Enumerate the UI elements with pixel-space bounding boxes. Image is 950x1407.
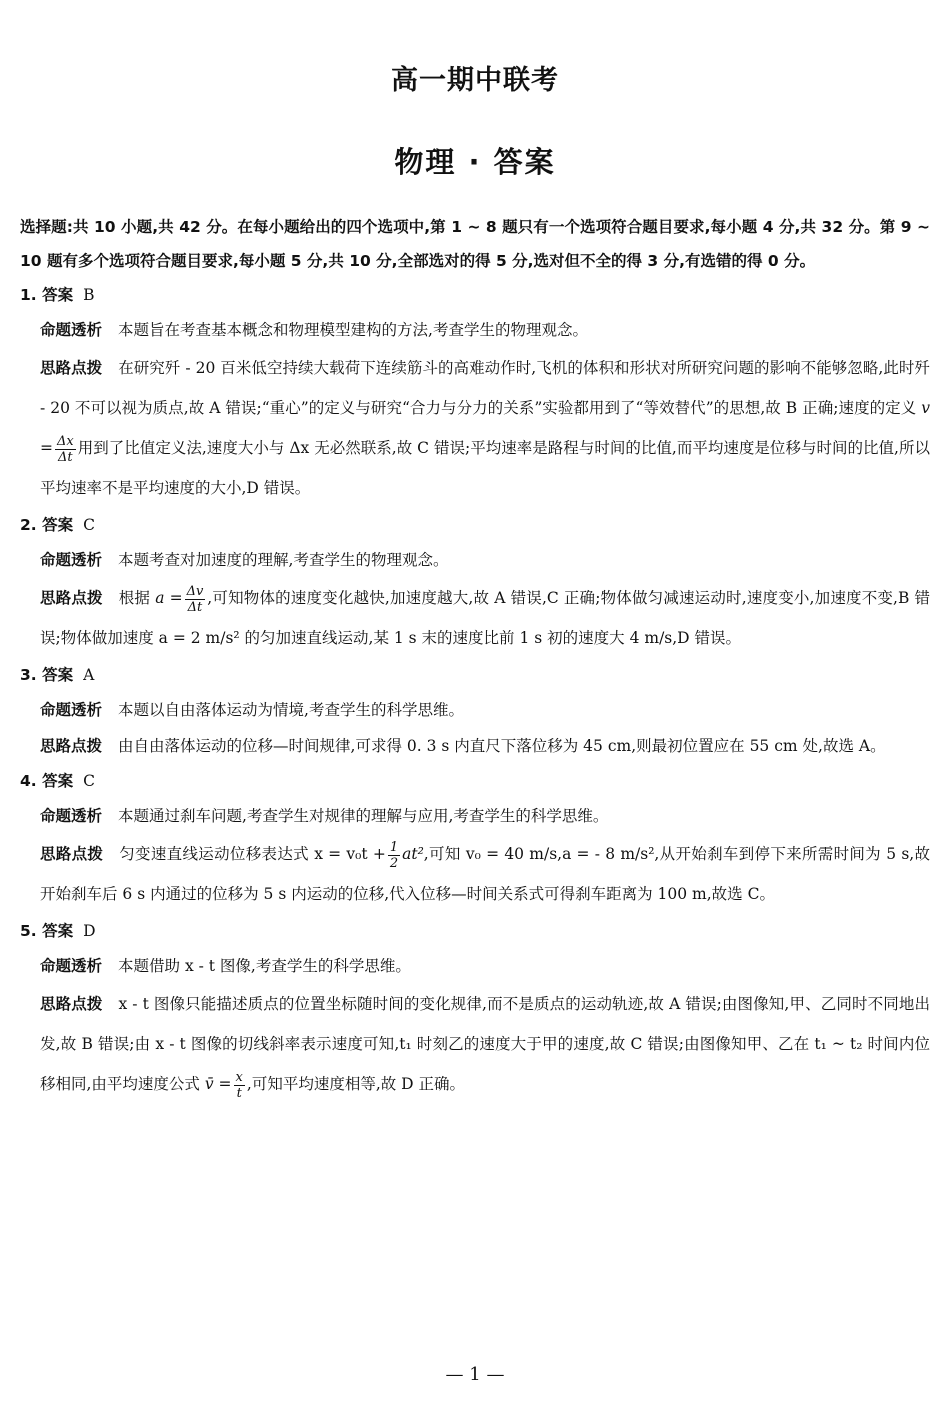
analysis-text: 本题旨在考查基本概念和物理模型建构的方法,考查学生的物理观念。 <box>118 321 588 339</box>
approach-paragraph <box>40 348 930 508</box>
question-5 <box>20 914 930 1104</box>
approach-label: 思路点拨 <box>40 995 103 1013</box>
analysis-label: 命题透析 <box>40 701 103 719</box>
exam-title: 高一期中联考 <box>391 65 559 96</box>
approach-text-cont: ,可知 v₀ = 40 m/s,a = - 8 m/s²,从开始刹车到停下来所需时间为 5 s,故开始刹车后 6 s 内通过的位移为 5 s 内运动的位移,代入位移—时间关系式可得刹车距离为 100 m,故选 C。 <box>40 845 931 903</box>
fraction-numerator: x <box>235 1069 243 1085</box>
answer-label: 2. 答案 <box>20 516 74 534</box>
fraction-denominator: 2 <box>389 855 399 871</box>
analysis-paragraph <box>40 692 930 728</box>
approach-text: 根据 <box>118 589 151 607</box>
content-body <box>20 210 930 1104</box>
analysis-text: 本题借助 x - t 图像,考查学生的科学思维。 <box>118 957 411 975</box>
fraction-denominator: Δt <box>58 449 73 465</box>
question-3 <box>20 658 930 764</box>
analysis-paragraph <box>40 312 930 348</box>
formula-lhs: v̄ = <box>204 1075 232 1093</box>
answer-label: 4. 答案 <box>20 772 74 790</box>
answer-value: D <box>83 922 96 940</box>
average-velocity-fraction <box>234 1070 245 1101</box>
approach-text-cont: 用到了比值定义法,速度大小与 Δx 无必然联系,故 C 错误;平均速率是路程与时间的比值,而平均速度是位移与时间的比值,所以平均速率不是平均速度的大小,D 错误。 <box>40 439 930 497</box>
answer-value: A <box>83 666 95 684</box>
answer-line <box>20 658 930 692</box>
approach-text: 匀变速直线运动位移表达式 x = v₀t + <box>119 845 386 863</box>
approach-paragraph <box>40 578 930 658</box>
section-intro: 选择题:共 10 小题,共 42 分。在每小题给出的四个选项中,第 1 ~ 8 题只有一个选项符合题目要求,每小题 4 分,共 32 分。第 9 ~ 10 题有多个选项符合题目要求,每小题 5 分,共 10 分,全部选对的得 5 分,选对但不全的得 3 分,有选错的得 0 分。 <box>20 218 930 270</box>
analysis-label: 命题透析 <box>40 321 103 339</box>
approach-label: 思路点拨 <box>40 589 103 607</box>
fraction-numerator: Δx <box>57 433 74 449</box>
analysis-text: 本题考查对加速度的理解,考查学生的物理观念。 <box>118 551 449 569</box>
approach-paragraph <box>40 834 930 914</box>
answer-label: 5. 答案 <box>20 922 74 940</box>
answer-line <box>20 278 930 312</box>
velocity-fraction <box>55 434 76 465</box>
answer-value: B <box>83 286 95 304</box>
analysis-text: 本题以自由落体运动为情境,考查学生的科学思维。 <box>118 701 464 719</box>
fraction-denominator: t <box>236 1085 242 1101</box>
approach-text: x - t 图像只能描述质点的位置坐标随时间的变化规律,而不是质点的运动轨迹,故 A 错误;由图像知,甲、乙同时不同地出发,故 B 错误;由 x - t 图像的切线斜率表示速度可知,t₁ 时刻乙的速度大于甲的速度,故 C 错误;由图像知甲、乙在 t₁ ~ t₂ 时间内位移相同,由平均速度公式 <box>40 995 930 1093</box>
analysis-paragraph <box>40 542 930 578</box>
formula-lhs: a = <box>155 589 183 607</box>
approach-label: 思路点拨 <box>40 359 103 377</box>
question-4 <box>20 764 930 914</box>
approach-label: 思路点拨 <box>40 845 104 863</box>
approach-text: 在研究歼 - 20 百米低空持续大载荷下连续筋斗的高难动作时,飞机的体积和形状对所研究问题的影响不能够忽略,此时歼 - 20 不可以视为质点,故 A 错误;“重心”的定义与研究“合力与分力的关系”实验都用到了“等效替代”的思想,故 B 正确;速度的定义 <box>40 359 930 417</box>
approach-text-cont: ,可知物体的速度变化越快,加速度越大,故 A 错误,C 正确;物体做匀减速运动时,速度变小,加速度不变,B 错误;物体做加速度 a = 2 m/s² 的匀加速直线运动,某 1 s 末的速度比前 1 s 初的速度大 4 m/s,D 错误。 <box>40 589 930 647</box>
analysis-label: 命题透析 <box>40 957 103 975</box>
approach-label: 思路点拨 <box>40 737 103 755</box>
analysis-text: 本题通过刹车问题,考查学生对规律的理解与应用,考查学生的科学思维。 <box>118 807 609 825</box>
analysis-label: 命题透析 <box>40 551 103 569</box>
approach-paragraph <box>40 728 930 764</box>
fraction-numerator: 1 <box>389 839 399 855</box>
half-fraction <box>388 840 400 871</box>
answer-line <box>20 764 930 798</box>
analysis-label: 命题透析 <box>40 807 103 825</box>
answer-value: C <box>83 516 95 534</box>
analysis-paragraph <box>40 948 930 984</box>
answer-line <box>20 914 930 948</box>
approach-text: 由自由落体运动的位移—时间规律,可求得 0. 3 s 内直尺下落位移为 45 cm,则最初位置应在 55 cm 处,故选 A。 <box>118 737 886 755</box>
analysis-paragraph <box>40 798 930 834</box>
fraction-numerator: Δv <box>186 583 204 599</box>
answer-value: C <box>83 772 95 790</box>
approach-paragraph <box>40 984 930 1104</box>
acceleration-fraction <box>185 584 206 615</box>
exam-subtitle: 物理 · 答案 <box>394 145 556 179</box>
formula-lhs: v = <box>40 399 931 457</box>
approach-text-cont: ,可知平均速度相等,故 D 正确。 <box>246 1075 466 1093</box>
question-1 <box>20 278 930 508</box>
answer-label: 3. 答案 <box>20 666 74 684</box>
page-number: — 1 — <box>445 1364 505 1385</box>
formula-tail: at² <box>402 845 424 863</box>
question-2 <box>20 508 930 658</box>
answer-label: 1. 答案 <box>20 286 74 304</box>
fraction-denominator: Δt <box>187 599 203 615</box>
answer-line <box>20 508 930 542</box>
